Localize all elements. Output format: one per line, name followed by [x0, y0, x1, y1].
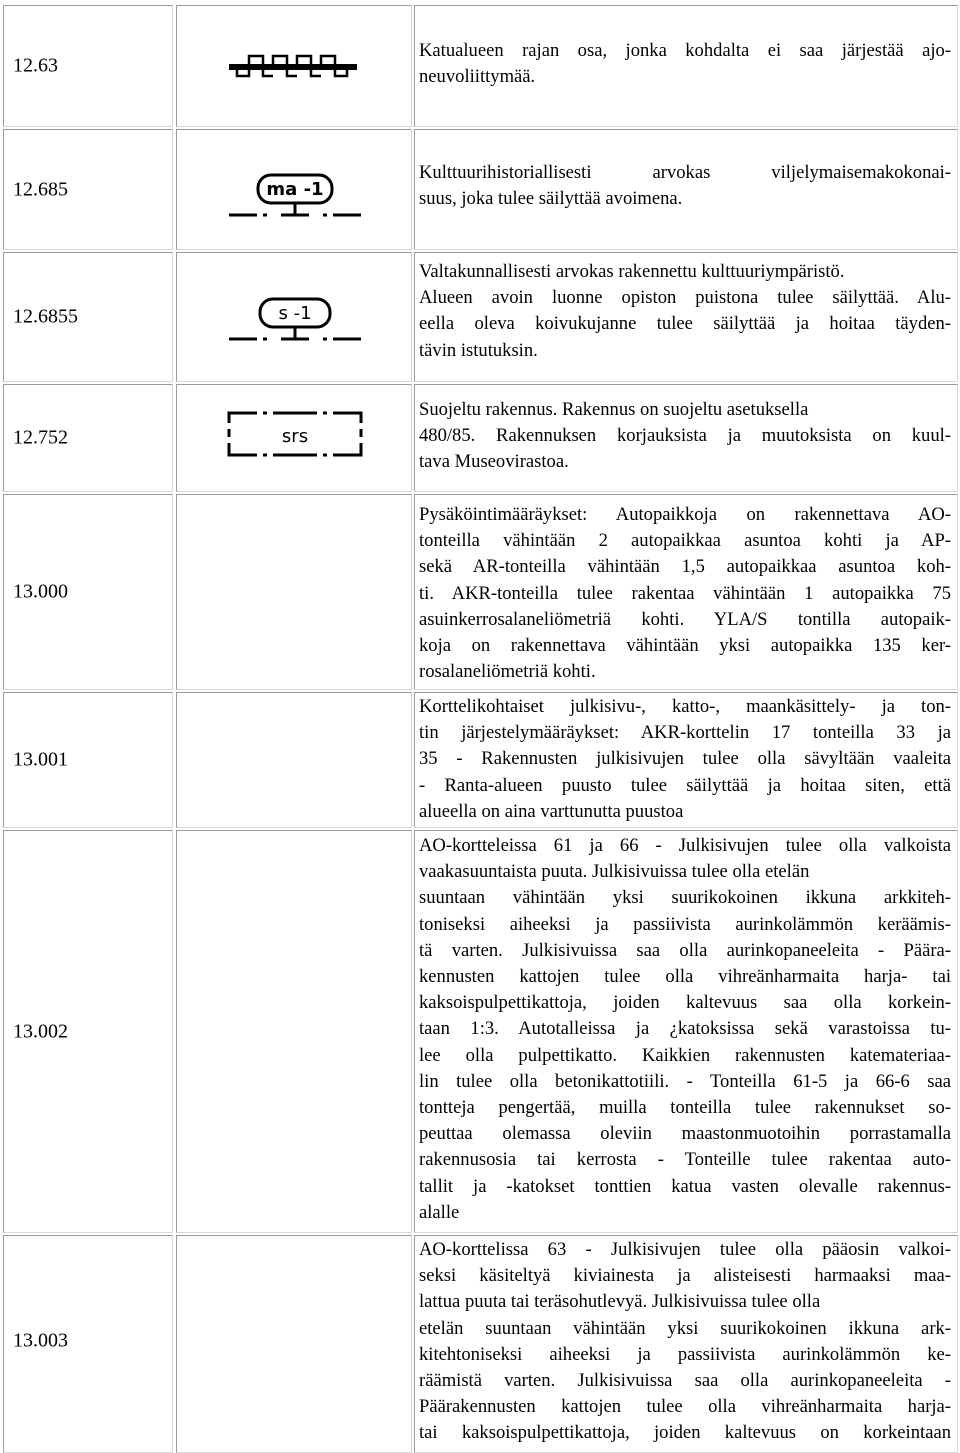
description-line: Pysäköintimääräykset: Autopaikkoja on rakennettava AO-	[419, 504, 951, 525]
description-text	[419, 397, 951, 476]
symbol-label: ma -1	[266, 179, 324, 200]
code-cell	[3, 494, 173, 690]
description-line: kitehtoniseksi aiheeksi ja passiivista aurinkolämmön ke-	[419, 1343, 951, 1365]
description-line: suuntaan vähintään yksi suurikokoinen ikkuna arkkiteh-	[419, 887, 951, 909]
description-text	[419, 38, 951, 90]
description-line: vaakasuuntaista puuta. Julkisivuissa tulee olla etelän	[419, 861, 810, 883]
description-line: lin tulee olla betonikattotiili. - Tonteilla 61-5 ja 66-6 saa	[419, 1070, 951, 1092]
description-line: AO-kortteleissa 61 ja 66 - Julkisivujen tulee olla valkoista	[419, 835, 951, 856]
symbol-cell	[176, 494, 412, 690]
description-line: seksi käsiteltyä kiviainesta ja alisteisesti harmaaksi maa-	[419, 1265, 951, 1287]
description-line: ti. AKR-tonteilla tulee rakentaa vähintään 1 autopaikka 75	[419, 582, 951, 604]
description-line: tävin istutuksin.	[419, 339, 538, 361]
symbol-cell	[176, 252, 412, 382]
description-line: rosalaneliömetriä kohti.	[419, 661, 596, 683]
description-cell	[414, 692, 958, 828]
description-line: Alueen avoin luonne opiston puistona tulee säilyttää. Alu-	[419, 287, 951, 309]
code-cell	[3, 830, 173, 1233]
row-code: 12.6855	[13, 305, 78, 328]
description-line: lattua puuta tai teräsohutlevyä. Julkisivuissa tulee olla	[419, 1291, 821, 1313]
description-line: taan 1:3. Autotalleissa ja ¿katoksissa sekä varastoissa tu-	[419, 1018, 951, 1040]
description-line: kaksoispulpettikattoja, joiden kaltevuus saa olla korkein-	[419, 992, 951, 1014]
description-line: tonteilla vähintään 2 autopaikkaa asuntoa kohti ja AP-	[419, 530, 951, 552]
description-line: lee olla pulpettikatto. Kaikkien rakennusten katemateriaa-	[419, 1044, 951, 1066]
description-line: Suojeltu rakennus. Rakennus on suojeltu asetuksella	[419, 399, 809, 420]
description-line: neuvoliittymää.	[419, 66, 536, 88]
row-code: 12.752	[13, 426, 68, 449]
table-row	[0, 384, 960, 492]
row-code: 13.001	[13, 748, 68, 771]
description-line: - Ranta-alueen puusto tulee säilyttää ja hoitaa siten, että	[419, 774, 951, 796]
description-line: koja on rakennettava vähintään yksi autopaikka 135 ker-	[419, 635, 951, 657]
code-cell	[3, 1235, 173, 1453]
symbol-cell	[176, 692, 412, 828]
description-line: Valtakunnallisesti arvokas rakennettu kulttuuriympäristö.	[419, 261, 845, 282]
symbol-label: srs	[281, 426, 309, 447]
description-line: tontteja pengertää, muilla tonteilla tulee rakennukset so-	[419, 1097, 951, 1119]
description-cell	[414, 252, 958, 382]
row-code: 12.685	[13, 178, 68, 200]
description-line: rakennusosia tai kerrosta - Tonteille tulee rakentaa auto-	[419, 1149, 951, 1171]
description-line: AO-korttelissa 63 - Julkisivujen tulee olla pääosin valkoi-	[419, 1239, 951, 1260]
description-line: Katualueen rajan osa, jonka kohdalta ei saa järjestää ajo-	[419, 40, 951, 61]
row-code: 13.002	[13, 1020, 68, 1042]
description-text	[419, 1237, 951, 1447]
description-line: sekä AR-tonteilla vähintään 1,5 autopaikkaa asuntoa koh-	[419, 556, 951, 578]
description-line: tin järjestelymääräykset: AKR-korttelin 17 tonteilla 33 ja	[419, 722, 951, 744]
row-code: 13.000	[13, 580, 68, 603]
description-line: Kulttuurihistoriallisesti arvokas viljelymaisemakokonai-	[419, 162, 951, 183]
description-line: suus, joka tulee säilyttää avoimena.	[419, 188, 683, 210]
row-code: 12.63	[13, 54, 58, 77]
table-row	[0, 5, 960, 127]
description-line: tai kaksoispulpettikattoja, joiden kaltevuus on korkeintaan	[419, 1422, 951, 1444]
description-cell	[414, 384, 958, 492]
srs-building-icon	[177, 385, 413, 493]
description-line: 480/85. Rakennuksen korjauksista ja muutoksista on kuul-	[419, 425, 951, 447]
description-cell	[414, 5, 958, 127]
s-area-icon	[177, 253, 413, 383]
description-line: alueella on aina varttunutta puustoa	[419, 800, 684, 822]
description-cell	[414, 129, 958, 250]
description-line: tallit ja -katokset tonttien katua vasten olevalle rakennus-	[419, 1175, 951, 1197]
code-cell	[3, 692, 173, 828]
description-line: eella oleva koivukujanne tulee säilyttää ja hoitaa täyden-	[419, 313, 951, 335]
description-text	[419, 833, 951, 1226]
ma-area-icon	[177, 130, 413, 251]
description-line: tava Museovirastoa.	[419, 451, 569, 473]
katualueen-raja-icon	[177, 6, 413, 128]
table-row	[0, 494, 960, 690]
table-row	[0, 692, 960, 828]
description-line: toniseksi aiheeksi ja passiivista aurinkolämmön keräämis-	[419, 913, 951, 935]
description-line: 35 - Rakennusten julkisivujen tulee olla sävyltään vaaleita	[419, 748, 951, 770]
code-cell	[3, 129, 173, 250]
description-line: Korttelikohtaiset julkisivu-, katto-, maankäsittely- ja ton-	[419, 696, 951, 717]
table-row	[0, 252, 960, 382]
symbol-cell	[176, 1235, 412, 1453]
symbol-label: s -1	[278, 303, 312, 324]
code-cell	[3, 5, 173, 127]
description-text	[419, 502, 951, 685]
description-line: räämistä varten. Julkisivuissa saa olla aurinkopaneeleita -	[419, 1370, 951, 1392]
description-line: tä varten. Julkisivuissa saa olla aurinkopaneeleita - Päära-	[419, 939, 951, 961]
description-line: kennusten kattojen tulee olla vihreänharmaita harja- tai	[419, 966, 951, 988]
table-row	[0, 1235, 960, 1453]
symbol-cell	[176, 384, 412, 492]
description-line: etelän suuntaan vähintään yksi suurikokoinen ikkuna ark-	[419, 1317, 951, 1339]
code-cell	[3, 384, 173, 492]
description-line: peuttaa olemassa oleviin maastonmuotoihin porrastamalla	[419, 1123, 951, 1145]
symbol-cell	[176, 129, 412, 250]
description-line: asuinkerrosalaneliömetriä kohti. YLA/S tontilla autopaik-	[419, 608, 951, 630]
code-cell	[3, 252, 173, 382]
symbol-cell	[176, 5, 412, 127]
row-code: 13.003	[13, 1329, 68, 1352]
description-cell	[414, 830, 958, 1233]
description-line: alalle	[419, 1201, 460, 1223]
table-row	[0, 830, 960, 1233]
description-text	[419, 160, 951, 212]
description-text	[419, 694, 951, 825]
description-cell	[414, 494, 958, 690]
symbol-cell	[176, 830, 412, 1233]
table-row	[0, 129, 960, 250]
description-cell	[414, 1235, 958, 1453]
description-text	[419, 259, 951, 364]
description-line: Päärakennusten kattojen tulee olla vihreänharmaita harja-	[419, 1396, 951, 1418]
